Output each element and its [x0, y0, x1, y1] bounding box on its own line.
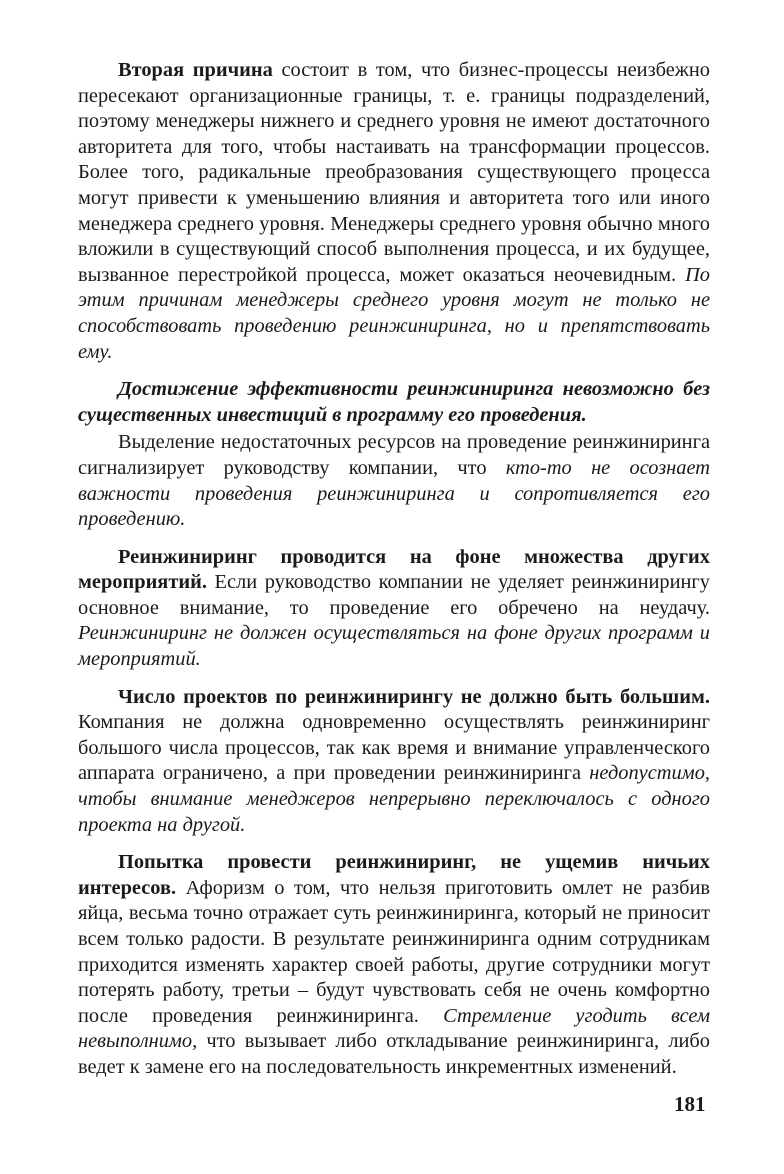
- paragraph-text: Афоризм о том, что нельзя приготовить омлет не разбив яйца, весьма точно отражает суть реинжиниринга, который не приносит всем только радости. В результате реинжиниринга одним сотрудникам приходится изменять характер своей работы, другие сотрудники могут потерять работу, третьи – будут чувствовать себя не очень комфортно после проведения реинжиниринга.: [78, 876, 710, 1027]
- paragraph-investment-heading: [78, 377, 710, 428]
- paragraph-emphasis: кто-то не осознает важности проведения реинжиниринга и сопротивляется его проведению.: [78, 456, 710, 531]
- paragraph-lead: Число проектов по реинжинирингу не должно быть большим.: [118, 685, 710, 708]
- paragraph-text: Выделение недостаточных ресурсов на проведение реинжиниринга сигнализирует руководству компании, что: [78, 431, 710, 479]
- paragraph-text: Если руководство компании не уделяет реинжинирингу основное внимание, то проведение его обречено на неудачу.: [78, 571, 710, 619]
- paragraph-lead: Вторая причина: [118, 59, 273, 81]
- paragraph-bold-italic: Достижение эффективности реинжиниринга невозможно без существенных инвестиций в программу его проведения.: [78, 378, 710, 426]
- paragraph-lead: Попытка провести реинжиниринг, не ущемив ничьих интересов.: [78, 851, 710, 899]
- paragraph-text: состоит в том, что бизнес-процессы неизбежно пересекают организационные границы, т. е. границы подразделений, поэтому менеджеры нижнего и среднего уровня не имеют достаточного авторитета для того, чтобы настаивать на трансформации процессов. Более того, радикальные преобразования существующего процесса могут привести к уменьшению влияния и авторитета того или иного менеджера среднего уровня. Менеджеры среднего уровня обычно много вложили в существующий способ выполнения процесса, и их будущее, вызванное перестройкой процесса, может оказаться неочевидным.: [78, 59, 710, 286]
- page-number: 181: [674, 1092, 706, 1116]
- paragraph-no-harm-attempt: [78, 850, 710, 1080]
- paragraph-emphasis: Стремление угодить всем невыполнимо,: [78, 1004, 710, 1053]
- paragraph-lead: Реинжиниринг проводится на фоне множества других мероприятий.: [78, 545, 710, 594]
- paragraph-text-continued: что вызывает либо откладывание реинжиниринга, либо ведет к замене его на последовательность инкрементных изменений.: [78, 1030, 710, 1078]
- paragraph-second-reason: [78, 58, 710, 365]
- paragraph-emphasis: Реинжиниринг не должен осуществляться на фоне других программ и мероприятий.: [78, 622, 710, 671]
- paragraph-insufficient-resources: [78, 430, 710, 532]
- paragraph-text: Компания не должна одновременно осуществлять реинжиниринг большого числа процессов, так как время и внимание управленческого аппарата ограничено, а при проведении реинжиниринга: [78, 711, 710, 785]
- paragraph-number-of-projects: [78, 685, 710, 839]
- paragraph-emphasis: недопустимо, чтобы внимание менеджеров непрерывно переключалось с одного проекта на другой.: [78, 762, 710, 836]
- paragraph-emphasis: По этим причинам менеджеры среднего уровня могут не только не способствовать проведению реинжиниринга, но и препятствовать ему.: [78, 263, 710, 363]
- paragraph-many-activities: [78, 545, 710, 673]
- page-body: [78, 58, 710, 1081]
